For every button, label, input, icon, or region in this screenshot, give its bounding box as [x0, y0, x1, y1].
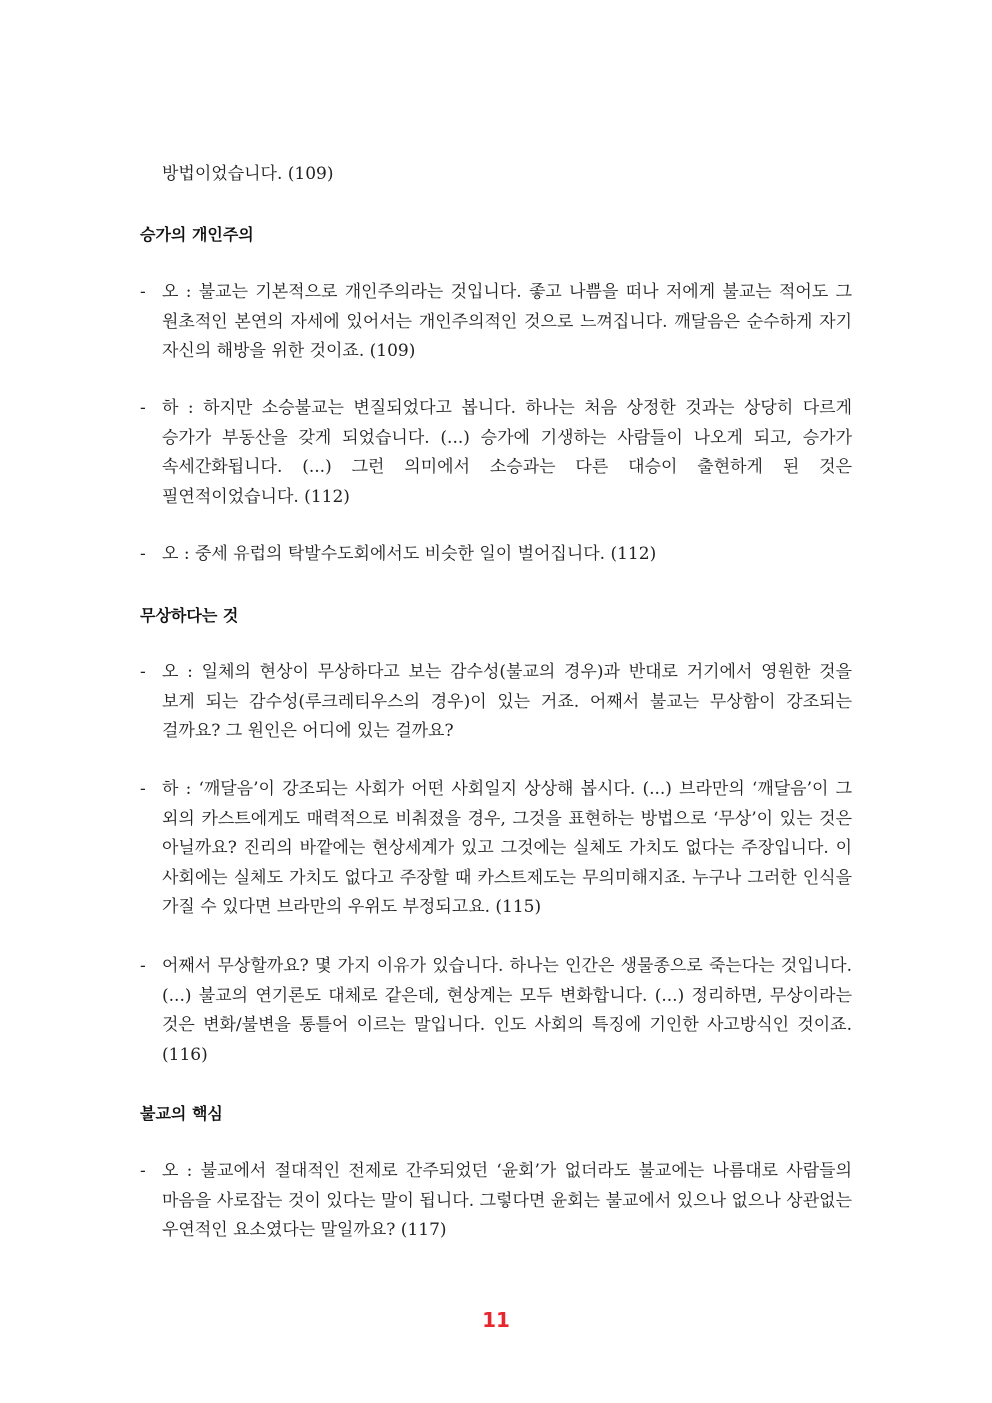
item-text: 오 : 불교는 기본적으로 개인주의라는 것입니다. 좋고 나쁨을 떠나 저에게 불교는 적어도 그 원초적인 본연의 자세에 있어서는 개인주의적인 것으로 느껴집니다. 깨달음은 순수하게 자기 자신의 해방을 위한 것이죠. (109) [162, 282, 852, 361]
section-heading-impermanence: 무상하다는 것 [140, 606, 239, 625]
item-text: 하 : ‘깨달음’이 강조되는 사회가 어떤 사회일지 상상해 봅시다. (...) 브라만의 ‘깨달음’이 그 외의 카스트에게도 매력적으로 비춰졌을 경우, 그것을 표현하는 방법으로 ‘무상’이 있는 것은 아닐까요? 진리의 바깥에는 현상세계가 있고 그것에는 실체도 가치도 없다는 주장입니다. 이 사회에는 실체도 가치도 없다고 주장할 때 카스트제도는 무의미해지죠. 누구나 그러한 인식을 가질 수 있다면 브라만의 우위도 부정되고요. (115) [162, 779, 852, 917]
dash-marker: - [140, 662, 146, 682]
section-2-item-2 [140, 775, 852, 923]
item-text: 하 : 하지만 소승불교는 변질되었다고 봅니다. 하나는 처음 상정한 것과는 상당히 다르게 승가가 부동산을 갖게 되었습니다. (...) 승가에 기생하는 사람들이 나오게 되고, 승가가 속세간화됩니다. (...) 그런 의미에서 소승과는 다른 대승이 출현하게 된 것은 필연적이었습니다. (112) [162, 398, 852, 507]
section-heading-core-of-buddhism: 불교의 핵심 [140, 1104, 223, 1123]
section-1-item-1 [140, 278, 852, 367]
continuation-paragraph [140, 160, 874, 190]
section-2-item-1 [140, 658, 852, 747]
section-1-item-3 [140, 540, 852, 570]
dash-marker: - [140, 1161, 146, 1181]
section-heading-individualism: 승가의 개인주의 [140, 225, 254, 244]
dash-marker: - [140, 779, 146, 799]
section-3-item-1 [140, 1157, 852, 1246]
item-text: 오 : 일체의 현상이 무상하다고 보는 감수성(불교의 경우)과 반대로 거기에서 영원한 것을 보게 되는 감수성(루크레티우스의 경우)이 있는 거죠. 어째서 불교는 무상함이 강조되는 걸까요? 그 원인은 어디에 있는 걸까요? [162, 662, 852, 741]
dash-marker: - [140, 544, 146, 564]
dash-marker: - [140, 398, 146, 418]
item-text: 오 : 중세 유럽의 탁발수도회에서도 비슷한 일이 벌어집니다. (112) [162, 544, 657, 564]
item-text: 오 : 불교에서 절대적인 전제로 간주되었던 ‘윤회’가 없더라도 불교에는 나름대로 사람들의 마음을 사로잡는 것이 있다는 말이 됩니다. 그렇다면 윤회는 불교에서 있으나 없으나 상관없는 우연적인 요소였다는 말일까요? (117) [162, 1161, 852, 1240]
dash-marker: - [140, 956, 146, 976]
section-1-item-2 [140, 394, 852, 512]
page-number: 11 [482, 1308, 510, 1332]
item-text: 어째서 무상할까요? 몇 가지 이유가 있습니다. 하나는 인간은 생물종으로 죽는다는 것입니다. (...) 불교의 연기론도 대체로 같은데, 현상계는 모두 변화합니다. (...) 정리하면, 무상이라는 것은 변화/불변을 통틀어 이르는 말입니다. 인도 사회의 특징에 기인한 사고방식인 것이죠. (116) [162, 956, 852, 1065]
dash-marker: - [140, 282, 146, 302]
continuation-text: 방법이었습니다. (109) [162, 164, 334, 184]
section-2-item-3 [140, 952, 852, 1070]
